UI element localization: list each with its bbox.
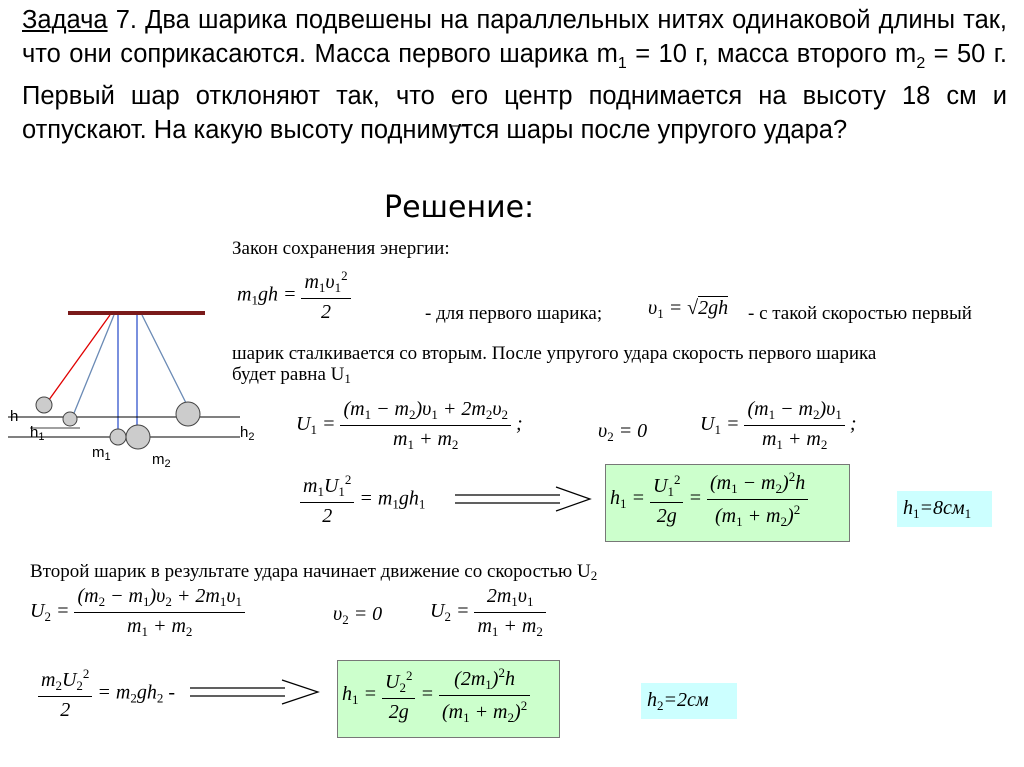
- formula-energy: $m_1gh$ = $\frac{m_1\upsilon_1^2}{2}$: [237, 268, 351, 324]
- ball-m2: [126, 425, 150, 449]
- ball-m1: [110, 429, 126, 445]
- ball-deflected: [36, 397, 52, 413]
- arrow-1: [455, 487, 590, 511]
- formula-u2: $U_2$ = $\frac{2m_1\upsilon_1}{m_1 + m_2}$: [430, 585, 546, 640]
- formula-u1-general: $U_1$ = $\frac{(m_1 - m_2)\upsilon_1 + 2m_2\upsilon_2}{m_1 + m_2}$ ;: [296, 398, 523, 452]
- formula-u1: $U_1$ = $\frac{(m_1 - m_2)\upsilon_1}{m_1 + m_2}$ ;: [700, 398, 857, 452]
- solution-heading: Решение:: [384, 190, 535, 225]
- thread-m2-rebound: [142, 315, 187, 405]
- label-h2: $h_2$: [240, 424, 255, 443]
- formula-energy-u2: $\frac{m_2U_2^2}{2}$ = $m_2gh_2$ -: [38, 666, 175, 722]
- problem-text: 7. Два шарика подвешены на параллельных нитях одинаковой длины так, что они соприкасаются. Масса первого шарика m: [22, 6, 1007, 68]
- ball-m2-rebound: [176, 402, 200, 426]
- arrow-2: [190, 680, 318, 704]
- first-ball-note: - для первого шарика;: [425, 303, 603, 324]
- label-m2: $m_2$: [152, 451, 171, 470]
- collide-line-2: будет равна U1: [232, 364, 351, 386]
- label-h1: $h_1$: [30, 424, 45, 443]
- speed-note: - с такой скоростью первый: [748, 303, 972, 324]
- deflected-thread: [46, 315, 110, 404]
- result-h2-box: $h_2=2см$: [641, 683, 737, 719]
- label-h: h: [10, 408, 19, 425]
- formula-u2-general: $U_2$ = $\frac{(m_2 - m_1)\upsilon_2 + 2m_1\upsilon_1}{m_1 + m_2}$: [30, 585, 245, 640]
- formula-h2-box: $h_1$ = $\frac{U_2^2}{2g}$ = $\frac{(2m_1)^2h}{(m_1 + m_2)^2}$: [337, 660, 560, 738]
- thread-m1-rebound: [72, 315, 114, 418]
- energy-law-text: Закон сохранения энергии:: [232, 238, 450, 259]
- problem-statement: Задача 7. Два шарика подвешены на параллельных нитях одинаковой длины так, что они соприкасаются. Масса первого шарика $m_1 = 10$ г, масса второго $m_2 = 50$ г. Первый шар отклоняют так, что его центр поднимается на высоту 18 см и отпускают. На какую высоту поднимутся шары после упругого удара?: [22, 6, 1007, 144]
- ball-m1-rebound: [63, 412, 77, 426]
- formula-v1: $\upsilon_1 = √2gh$: [648, 297, 729, 321]
- formula-h1-box: $h_1$ = $\frac{U_1^2}{2g}$ = $\frac{(m_1 - m_2)^2h}{(m_1 + m_2)^2}$: [605, 464, 850, 542]
- problem-label: Задача: [22, 6, 108, 34]
- formula-v2-zero-a: $\upsilon_2 = 0$: [598, 420, 648, 444]
- label-m1: $m_1$: [92, 444, 111, 463]
- formula-energy-u1: $\frac{m_1U_1^2}{2}$ = $m_1gh_1$: [300, 472, 425, 528]
- collide-line-1: шарик сталкивается со вторым. После упругого удара скорость первого шарика: [232, 343, 877, 364]
- second-ball-text: Второй шарик в результате удара начинает движение со скоростью U2: [30, 561, 598, 583]
- result-h1-box: $h_1=8см_1$: [897, 491, 992, 527]
- formula-v2-zero-b: $\upsilon_2 = 0$: [333, 603, 383, 627]
